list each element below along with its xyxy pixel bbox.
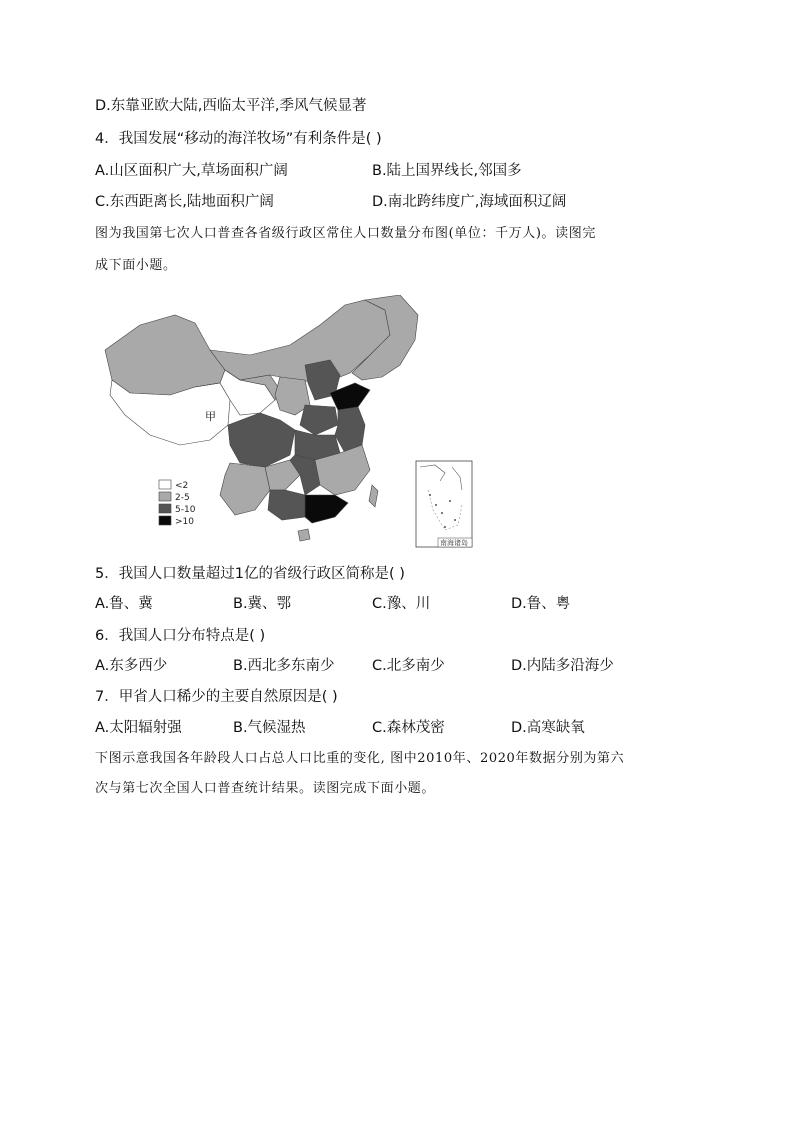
q7-option-c[interactable]: C.森林茂密 — [372, 720, 445, 736]
inset-label: 南海诸岛 — [440, 539, 468, 547]
legend-swatch-lt2 — [159, 480, 171, 489]
q4-stem: 4．我国发展“移动的海洋牧场”有利条件是( ) — [95, 131, 382, 147]
q4-option-b[interactable]: B.陆上国界线长,邻国多 — [372, 163, 522, 179]
map-legend — [159, 480, 196, 527]
region-guangxi — [268, 490, 305, 520]
map-intro-line-2: 成下面小题。 — [95, 258, 177, 273]
q6-option-d[interactable]: D.内陆多沿海少 — [511, 658, 614, 674]
chart-intro-line-1: 下图示意我国各年龄段人口占总人口比重的变化, 图中2010年、2020年数据分别为第六 — [95, 751, 625, 766]
chart-intro-line-2: 次与第七次全国人口普查统计结果。读图完成下面小题。 — [95, 781, 436, 796]
region-henan — [300, 405, 338, 435]
q3-option-d: D.东靠亚欧大陆,西临太平洋,季风气候显著 — [95, 98, 367, 114]
legend-label-gt10: >10 — [175, 517, 194, 527]
q5-option-d[interactable]: D.鲁、粤 — [511, 596, 571, 612]
q7-stem: 7．甲省人口稀少的主要自然原因是( ) — [95, 689, 338, 705]
region-taiwan — [369, 485, 378, 507]
region-yunnan — [220, 463, 270, 515]
q5-stem: 5．我国人口数量超过1亿的省级行政区简称是( ) — [95, 566, 405, 582]
q7-option-b[interactable]: B.气候湿热 — [233, 720, 306, 736]
legend-swatch-gt10 — [159, 516, 171, 525]
q5-option-a[interactable]: A.鲁、冀 — [95, 596, 153, 612]
legend-label-2to5: 2-5 — [175, 493, 190, 503]
q4-option-a[interactable]: A.山区面积广大,草场面积广阔 — [95, 163, 288, 179]
q6-option-b[interactable]: B.西北多东南少 — [233, 658, 335, 674]
region-hainan — [298, 529, 310, 541]
q5-option-c[interactable]: C.豫、川 — [372, 596, 431, 612]
label-jia: 甲 — [205, 410, 216, 423]
q7-option-d[interactable]: D.高寒缺氧 — [511, 720, 585, 736]
legend-label-lt2: <2 — [175, 481, 189, 491]
q4-option-d[interactable]: D.南北跨纬度广,海域面积辽阔 — [372, 194, 567, 210]
map-intro-line-1: 图为我国第七次人口普查各省级行政区常住人口数量分布图(单位：千万人)。读图完 — [95, 226, 596, 241]
legend-swatch-5to10 — [159, 504, 171, 513]
region-sichuan — [228, 413, 295, 467]
q6-stem: 6．我国人口分布特点是( ) — [95, 628, 266, 644]
region-xinjiang — [105, 315, 225, 395]
south-china-sea-inset — [416, 461, 472, 547]
legend-label-5to10: 5-10 — [175, 505, 196, 515]
q4-option-c[interactable]: C.东西距离长,陆地面积广阔 — [95, 194, 274, 210]
region-guangdong — [305, 495, 348, 523]
q6-option-c[interactable]: C.北多南少 — [372, 658, 445, 674]
legend-swatch-2to5 — [159, 492, 171, 501]
population-map — [100, 295, 480, 555]
q7-option-a[interactable]: A.太阳辐射强 — [95, 720, 182, 736]
q5-option-b[interactable]: B.冀、鄂 — [233, 596, 292, 612]
q6-option-a[interactable]: A.东多西少 — [95, 658, 168, 674]
